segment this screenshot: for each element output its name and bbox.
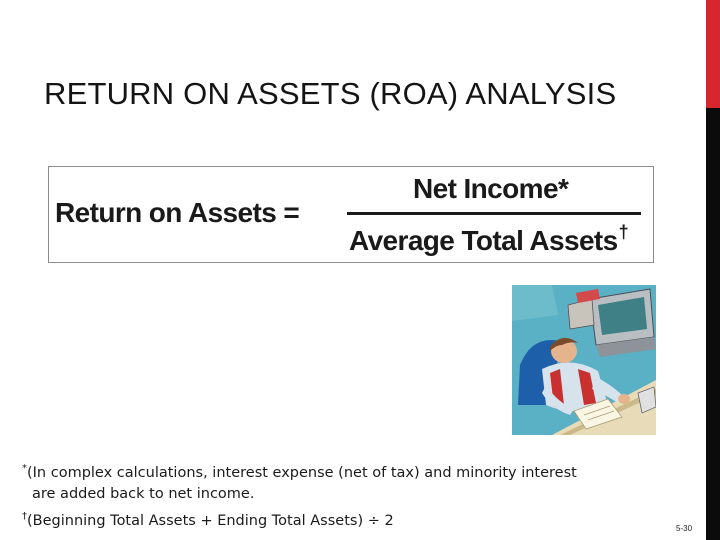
formula-numerator (413, 173, 568, 205)
numerator-mark: * (557, 173, 569, 204)
formula-lhs: Return on Assets = (55, 197, 300, 228)
footnote1-line1: (In complex calculations, interest expense (net of tax) and minority interest (27, 465, 577, 481)
denominator-mark: † (618, 222, 629, 242)
formula-box (48, 166, 654, 263)
formula-denominator (349, 222, 628, 257)
footnote2-text: (Beginning Total Assets + Ending Total Assets) ÷ 2 (27, 513, 394, 529)
numerator-text: Net Income (413, 173, 558, 204)
footnote1-mark: * (22, 463, 27, 474)
slide-number: 5-30 (676, 524, 693, 533)
slide-title: RETURN ON ASSETS (ROA) ANALYSIS (44, 76, 617, 111)
side-bar (706, 108, 720, 540)
footnote1-line2: are added back to net income. (32, 486, 255, 502)
footnote2-mark: † (22, 511, 27, 522)
fraction-line (347, 212, 641, 215)
person-at-desk-clipart (512, 285, 656, 435)
footnote-net-income (22, 458, 577, 505)
accent-bar (706, 0, 720, 108)
denominator-text: Average Total Assets (349, 225, 618, 256)
footnote-average-assets (22, 511, 394, 529)
